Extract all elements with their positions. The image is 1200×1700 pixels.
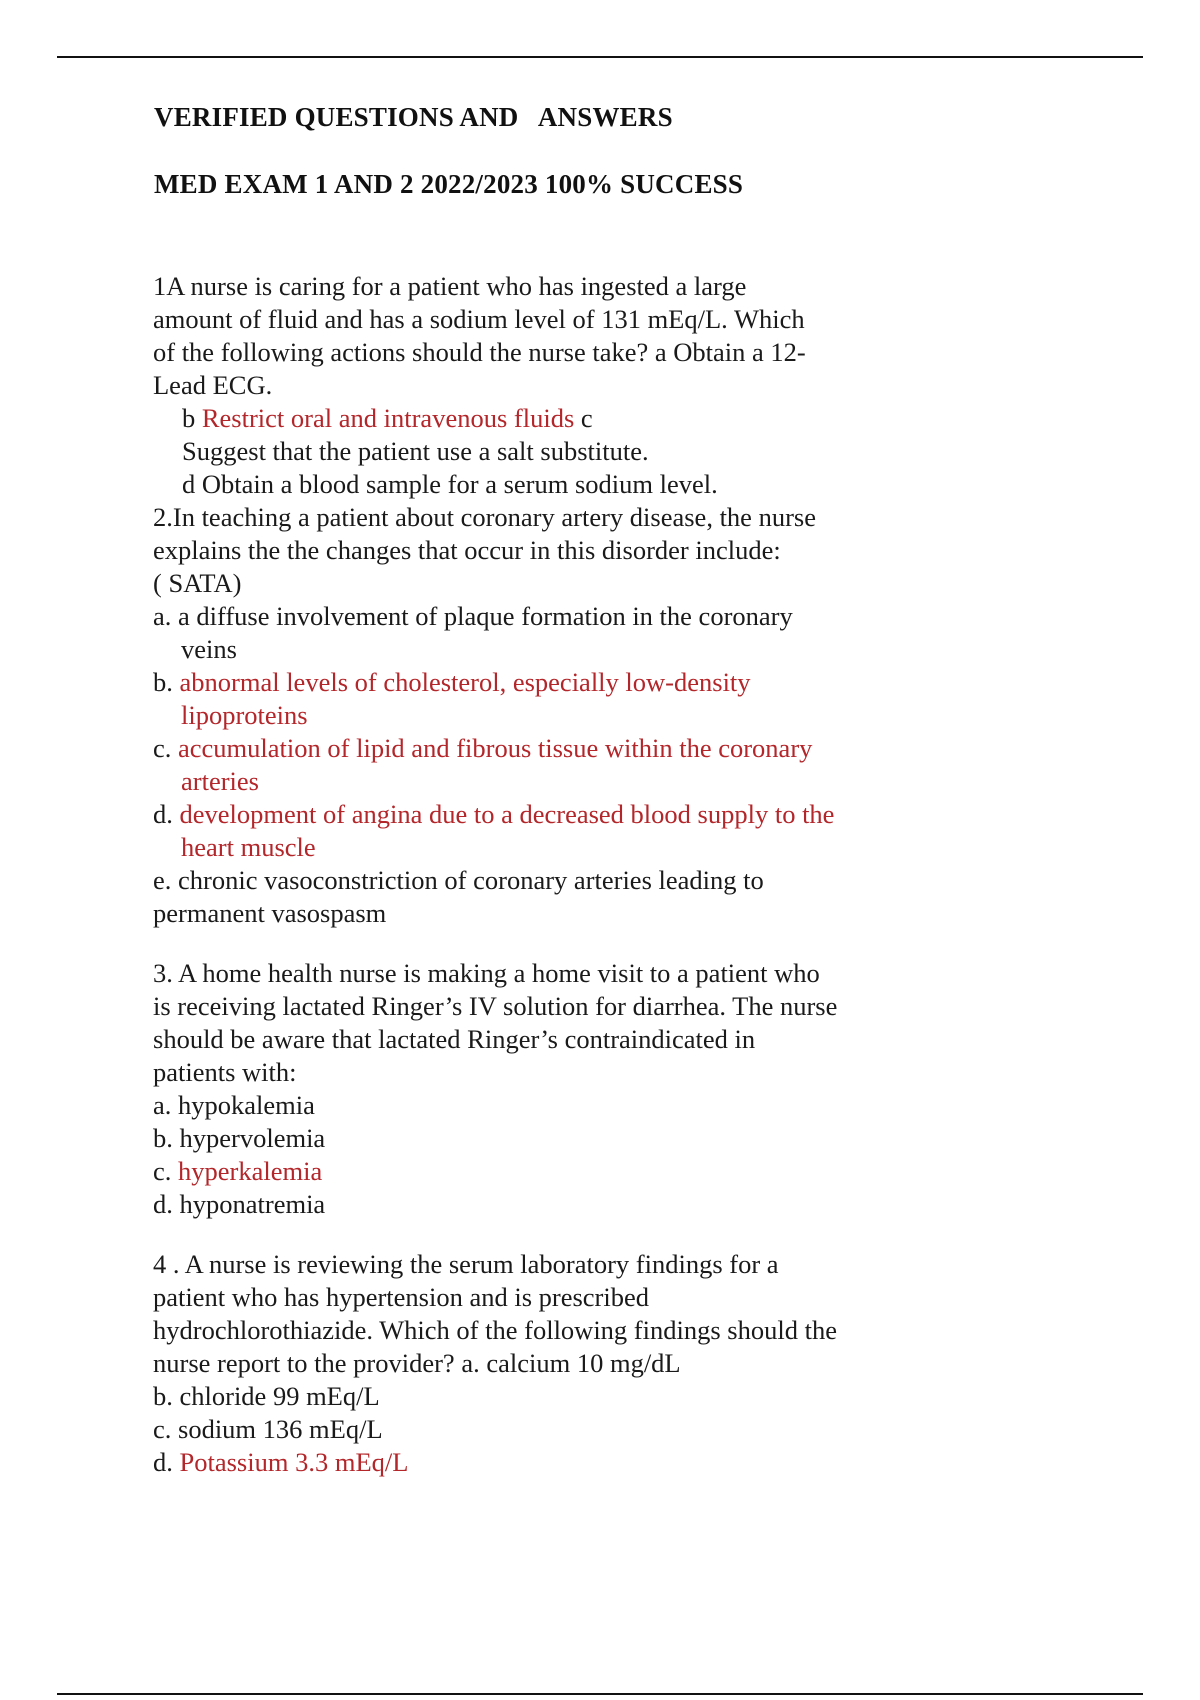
option-label: d. [153,1447,180,1477]
option-label: c. [153,733,179,763]
correct-answer: abnormal levels of cholesterol, especially low-density [179,667,751,697]
correct-answer-continued: arteries [181,766,259,796]
option-a: a. a diffuse involvement of plaque formation in the coronary [153,601,793,631]
option-b: b. chloride 99 mEq/L [153,1381,380,1411]
option-c: c. sodium 136 mEq/L [153,1414,383,1444]
correct-answer: accumulation of lipid and fibrous tissue within the coronary [178,733,813,763]
correct-answer: Potassium 3.3 mEq/L [179,1447,409,1477]
option-e-continued: permanent vasospasm [153,898,387,928]
option-d [153,1446,933,1479]
document-title: VERIFIED QUESTIONS AND ANSWERS [154,102,673,132]
question-text-line: 2.In teaching a patient about coronary artery disease, the nurse [153,502,816,532]
bottom-rule [57,1693,1143,1695]
option-c: Suggest that the patient use a salt substitute. [182,436,649,466]
correct-answer-continued: lipoproteins [181,700,308,730]
question-3 [153,957,933,1221]
option-c [153,732,933,765]
question-text-line: patient who has hypertension and is prescribed [153,1282,650,1312]
question-text-line: amount of fluid and has a sodium level of 131 mEq/L. Which [153,304,805,334]
question-text-line: should be aware that lactated Ringer’s contraindicated in [153,1024,756,1054]
option-b: b. hypervolemia [153,1123,326,1153]
question-4 [153,1248,933,1479]
question-text-line: hydrochlorothiazide. Which of the following findings should the [153,1315,837,1345]
option-b [153,666,933,699]
option-label: c. [153,1156,179,1186]
option-label: b [182,403,202,433]
option-label: d. [153,799,180,829]
spacer [153,1221,933,1248]
question-text-line: nurse report to the provider? a. calcium 10 mg/dL [153,1348,681,1378]
question-text-line: Lead ECG. [153,370,273,400]
correct-answer: hyperkalemia [178,1156,323,1186]
correct-answer: development of angina due to a decreased blood supply to the [179,799,835,829]
top-rule [57,56,1143,58]
option-a: a. hypokalemia [153,1090,315,1120]
option-b [153,402,933,435]
question-text-line: is receiving lactated Ringer’s IV solution for diarrhea. The nurse [153,991,838,1021]
option-d: d. hyponatremia [153,1189,326,1219]
question-text-line: 1A nurse is caring for a patient who has ingested a large [153,271,747,301]
correct-answer-continued: heart muscle [181,832,316,862]
correct-answer: Restrict oral and intravenous fluids [201,403,575,433]
option-a-continued: veins [181,634,237,664]
option-e: e. chronic vasoconstriction of coronary arteries leading to [153,865,764,895]
option-c [153,1155,933,1188]
document-subtitle: MED EXAM 1 AND 2 2022/2023 100% SUCCESS [154,169,744,199]
option-d [153,798,933,831]
question-1 [153,270,933,501]
question-text-line: explains the the changes that occur in this disorder include: [153,535,781,565]
document-body [153,270,933,1479]
option-label: c [574,403,593,433]
question-text-line: patients with: [153,1057,297,1087]
spacer [153,930,933,957]
option-d: d Obtain a blood sample for a serum sodium level. [182,469,718,499]
question-text-line: 4 . A nurse is reviewing the serum laboratory findings for a [153,1249,779,1279]
question-text-line: 3. A home health nurse is making a home visit to a patient who [153,958,820,988]
question-2 [153,501,933,930]
question-text-line: of the following actions should the nurse take? a Obtain a 12- [153,337,806,367]
question-text-line: ( SATA) [153,568,242,598]
option-label: b. [153,667,180,697]
